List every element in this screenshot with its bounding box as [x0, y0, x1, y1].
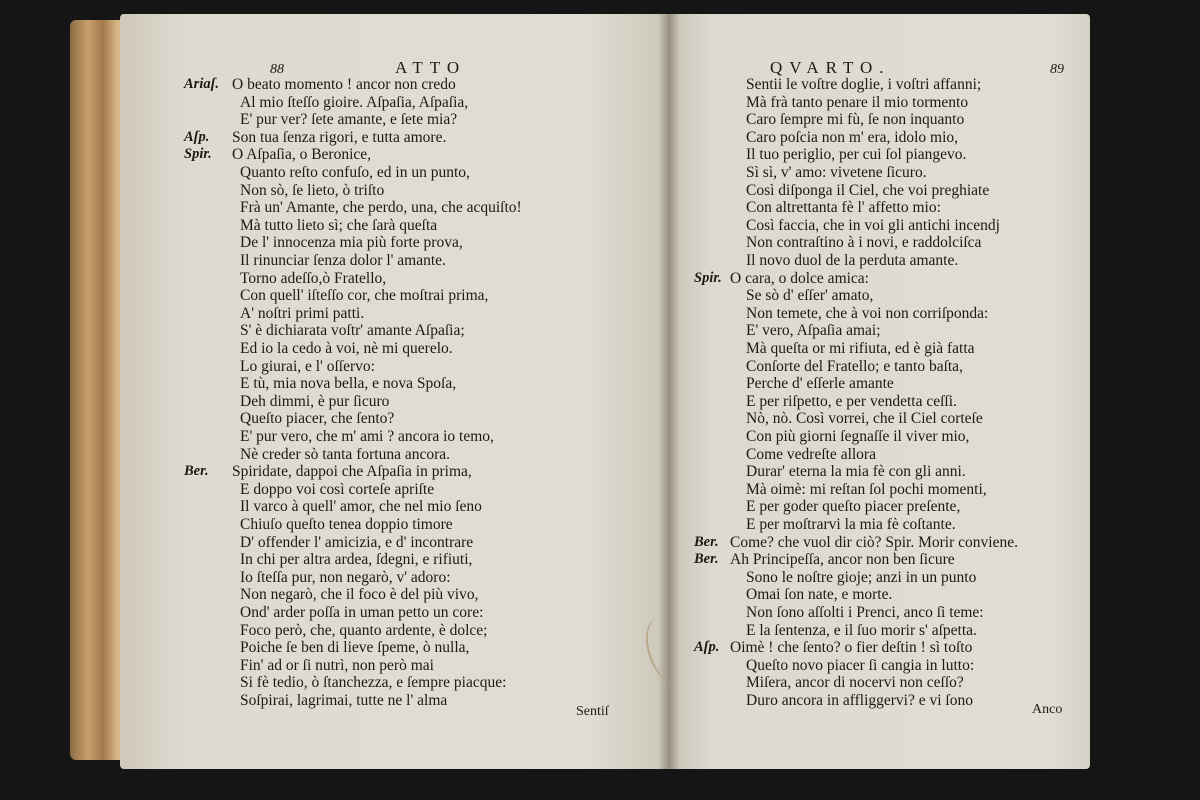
- speaker-label: Ber.: [694, 533, 719, 550]
- verse-line: E doppo voi così corteſe apriſte: [240, 480, 435, 498]
- verse-line: Soſpirai, lagrimai, tutte ne l' alma: [240, 692, 448, 709]
- verse-line: A' noſtri primi patti.: [240, 304, 365, 322]
- verse-line: Oimè ! che ſento? o fier deſtin ! sì toſto: [730, 639, 973, 657]
- verse-line: Foco però, che, quanto ardente, è dolce;: [240, 621, 488, 639]
- verse-line: Come? che vuol dir ciò? Spir. Morir conviene.: [730, 533, 1018, 551]
- verse-line: Caro poſcia non m' era, idolo mio,: [746, 128, 958, 146]
- verse-line: E' pur ver? ſete amante, e ſete mia?: [240, 111, 458, 129]
- verse-line: Nò, nò. Così vorrei, che il Ciel corteſe: [746, 410, 983, 428]
- verse-line: D' offender l' amicizia, e d' incontrare: [240, 533, 474, 551]
- verse-line: Sì sì, v' amo: vivetene ſicuro.: [746, 164, 927, 181]
- speaker-label: Aſp.: [694, 639, 720, 656]
- left-page-number: 88: [270, 62, 284, 77]
- verse-line: Miſera, ancor di nocervi non ceſſo?: [746, 674, 964, 692]
- verse-line: Mà queſta or mi rifiuta, ed è già fatta: [746, 340, 975, 357]
- verse-line: De l' innocenza mia più forte prova,: [240, 234, 463, 252]
- verse-line: Duro ancora in affliggervi? e vi ſono: [746, 692, 973, 709]
- verse-line: Sono le noſtre gioje; anzi in un punto: [746, 568, 977, 586]
- verse-line: Nè creder sò tanta fortuna ancora.: [240, 445, 450, 463]
- speaker-label: Ber.: [694, 551, 719, 568]
- verse-line: E' vero, Aſpaſia amai;: [746, 322, 881, 340]
- verse-line: E per riſpetto, e per vendetta ceſſi.: [746, 392, 957, 410]
- verse-line: Caro ſempre mi fù, ſe non inquanto: [746, 111, 965, 129]
- right-running-head: QVARTO.: [770, 58, 891, 77]
- verse-line: E la ſentenza, e il ſuo morir s' aſpetta.: [746, 621, 977, 639]
- verse-line: O beato momento ! ancor non credo: [232, 76, 456, 93]
- verse-line: Il rinunciar ſenza dolor l' amante.: [240, 252, 446, 269]
- verse-line: Perche d' eſſerle amante: [746, 375, 894, 393]
- speaker-label: Ber.: [184, 463, 209, 480]
- speaker-label: Spir.: [184, 146, 212, 163]
- verse-line: In chi per altra ardea, ſdegni, e rifiuti,: [240, 551, 473, 569]
- verse-line: Io ſteſſa pur, non negarò, v' adoro:: [240, 568, 451, 586]
- verse-line: Non ſono aſſolti i Prenci, anco ſi teme:: [746, 604, 984, 621]
- left-catchword: Sentiſ: [576, 704, 609, 719]
- verse-line: Omai ſon nate, e morte.: [746, 586, 893, 604]
- verse-line: Torno adeſſo,ò Fratello,: [240, 269, 387, 287]
- right-page-number: 89: [1050, 62, 1064, 77]
- verse-line: Il novo duol de la perduta amante.: [746, 252, 959, 269]
- verse-line: Mà frà tanto penare il mio tormento: [746, 93, 969, 111]
- verse-line: Ond' arder poſſa in uman petto un core:: [240, 604, 484, 621]
- verse-line: Come vedreſte allora: [746, 445, 876, 463]
- left-page: [120, 14, 668, 769]
- left-running-head: ATTO: [395, 58, 467, 77]
- verse-line: E' pur vero, che m' ami ? ancora io temo,: [240, 428, 494, 445]
- verse-line: Con quell' iſteſſo cor, che moſtrai prima,: [240, 287, 489, 305]
- verse-line: Deh dimmi, è pur ſicuro: [240, 392, 390, 410]
- verse-line: Fin' ad or ſi nutrì, non però mai: [240, 656, 434, 674]
- verse-line: Non sò, ſe lieto, ò triſto: [240, 181, 385, 199]
- verse-line: Il tuo periglio, per cui ſol piangevo.: [746, 146, 967, 164]
- verse-line: E per goder queſto piacer preſente,: [746, 498, 961, 516]
- speaker-label: Spir.: [694, 269, 722, 286]
- verse-line: Mà oimè: mi reſtan ſol pochi momenti,: [746, 480, 987, 498]
- verse-line: Così faccia, che in voi gli antichi incendj: [746, 216, 1000, 234]
- verse-line: Si fè tedio, ò ſtanchezza, e ſempre piacque:: [240, 674, 507, 692]
- verse-line: Al mio ſteſſo gioire. Aſpaſia, Aſpaſia,: [240, 93, 469, 111]
- verse-line: Sentii le voſtre doglie, i voſtri affanni;: [746, 76, 982, 93]
- speaker-label: Ariaſ.: [184, 76, 220, 92]
- verse-line: Non temete, che à voi non corriſponda:: [746, 304, 989, 322]
- verse-line: Il varco à quell' amor, che nel mio ſeno: [240, 498, 482, 516]
- verse-line: Spiridate, dappoi che Aſpaſia in prima,: [232, 463, 472, 481]
- verse-line: Con altrettanta fè l' affetto mio:: [746, 199, 941, 217]
- right-page: [668, 14, 1090, 769]
- verse-line: Mà tutto lieto sì; che ſarà queſta: [240, 216, 438, 234]
- verse-line: Conſorte del Fratello; e tanto baſta,: [746, 357, 963, 375]
- open-book: [70, 14, 1090, 774]
- verse-line: Ed io la cedo à voi, nè mi querelo.: [240, 340, 453, 357]
- verse-line: O cara, o dolce amica:: [730, 269, 869, 287]
- verse-line: Così diſponga il Ciel, che voi preghiate: [746, 181, 990, 199]
- verse-line: Chiuſo queſto tenea doppio timore: [240, 516, 453, 533]
- verse-line: E tù, mia nova bella, e nova Spoſa,: [240, 375, 457, 393]
- verse-line: Son tua ſenza rigori, e tutta amore.: [232, 128, 447, 146]
- verse-line: Lo giurai, e l' oſſervo:: [240, 357, 375, 375]
- verse-line: E per moſtrarvi la mia fè coſtante.: [746, 516, 956, 533]
- verse-line: Poiche ſe ben di lieve ſpeme, ò nulla,: [240, 639, 470, 657]
- verse-line: Ah Principeſſa, ancor non ben ſicure: [730, 551, 955, 569]
- verse-line: S' è dichiarata voſtr' amante Aſpaſia;: [240, 322, 465, 340]
- verse-line: Durar' eterna la mia fè con gli anni.: [746, 463, 966, 481]
- verse-line: Queſto piacer, che ſento?: [240, 410, 395, 428]
- verse-line: O Aſpaſia, o Beronice,: [232, 146, 372, 164]
- verse-line: Quanto reſto confuſo, ed in un punto,: [240, 164, 470, 181]
- verse-line: Con più giorni ſegnaſſe il viver mio,: [746, 428, 970, 445]
- verse-line: Frà un' Amante, che perdo, una, che acquiſto!: [240, 199, 522, 217]
- right-catchword: Anco: [1032, 702, 1063, 717]
- speaker-label: Aſp.: [184, 128, 210, 145]
- verse-line: Non contraſtino à i novi, e raddolciſca: [746, 234, 982, 252]
- verse-line: Se sò d' eſſer' amato,: [746, 287, 874, 305]
- verse-line: Non negarò, che il foco è del più vivo,: [240, 586, 479, 604]
- verse-line: Queſto novo piacer ſi cangia in lutto:: [746, 656, 975, 674]
